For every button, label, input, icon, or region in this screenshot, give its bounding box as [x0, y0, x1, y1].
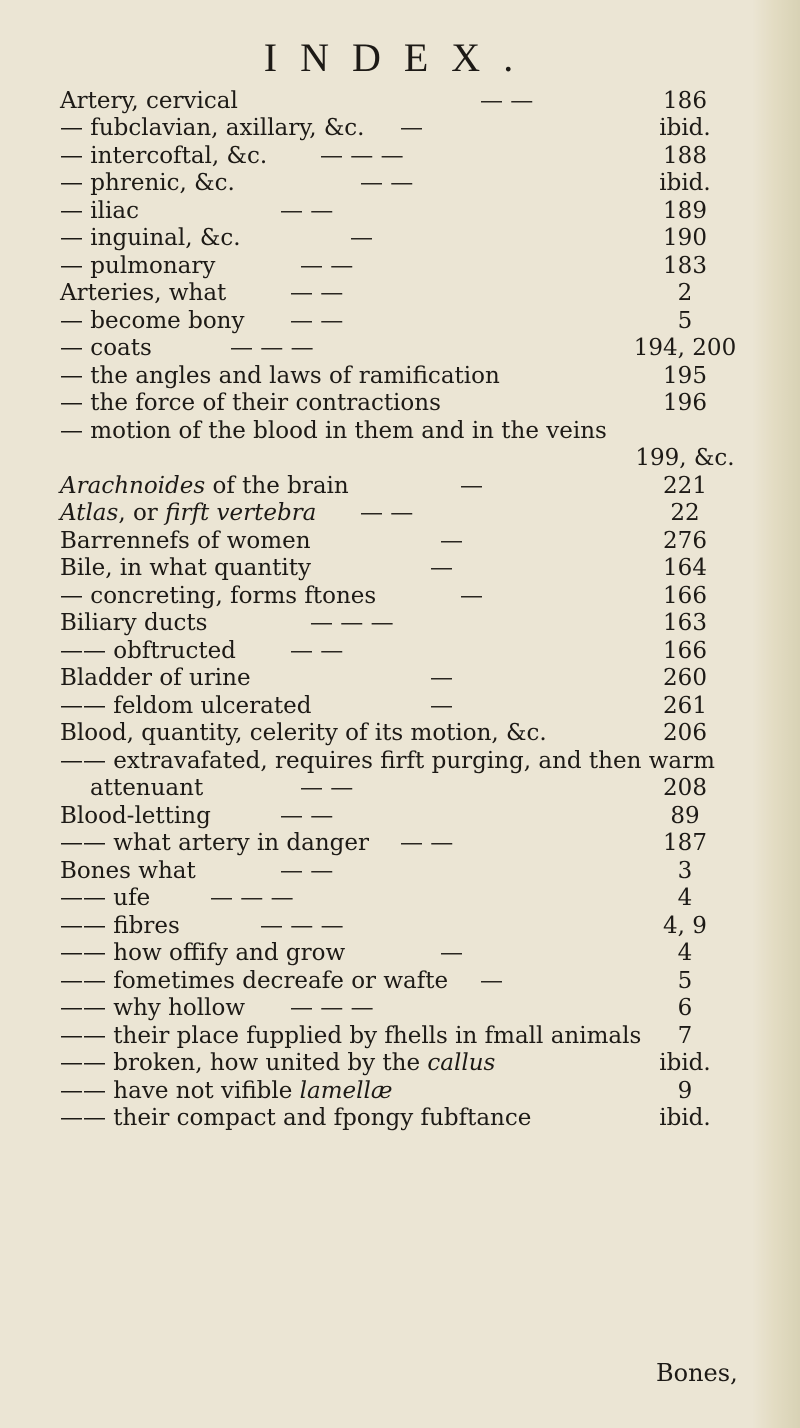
entry-text	[60, 858, 196, 885]
entry-text-plain: —— why hollow	[60, 995, 246, 1021]
leader-dashes: — — —	[210, 885, 294, 911]
entry-text	[60, 638, 236, 665]
page-number: 166	[663, 638, 707, 664]
index-entry	[60, 528, 740, 555]
entry-text-italic: lamellæ	[299, 1078, 393, 1104]
entry-text-plain: —— have not vifible	[60, 1078, 300, 1104]
entry-text-plain: — inguinal, &c.	[60, 225, 241, 251]
page-number: 276	[663, 528, 707, 554]
page-number: 7	[677, 1023, 693, 1049]
page-number: 6	[677, 995, 693, 1021]
entry-text-plain: Blood, quantity, celerity of its motion, &c.	[60, 720, 547, 746]
leader-dashes: —	[440, 940, 463, 966]
entry-text	[60, 995, 245, 1022]
entry-text-plain: — pulmonary	[60, 253, 216, 279]
entry-text	[60, 665, 251, 692]
page-number: 4	[677, 885, 693, 911]
entry-text-plain: , or	[118, 500, 166, 526]
entry-text	[60, 748, 715, 775]
page-number: 4	[677, 940, 693, 966]
index-entry	[60, 803, 740, 830]
leader-dashes: —	[430, 693, 453, 719]
page-number: 5	[677, 308, 693, 334]
catchword: Bones,	[656, 1359, 738, 1387]
entry-text	[60, 88, 238, 115]
index-entry	[60, 253, 740, 280]
entry-text-plain: attenuant	[90, 775, 204, 801]
entry-text-plain: Bladder of urine	[60, 665, 251, 691]
index-entry	[60, 610, 740, 637]
entry-text-plain: Bile, in what quantity	[60, 555, 311, 581]
entry-text-plain: — the force of their contractions	[60, 390, 441, 416]
index-entry	[60, 445, 740, 472]
index-entry	[60, 473, 740, 500]
leader-dashes: — —	[360, 500, 414, 526]
entry-text-plain: Blood-letting	[60, 803, 211, 829]
entry-text-plain: — intercoftal, &c.	[60, 143, 268, 169]
entry-text-plain: —— extravafated, requires firft purging, and then warm	[60, 748, 715, 774]
entry-text-plain: Artery, cervical	[60, 88, 238, 114]
page-number: ibid.	[659, 1105, 711, 1131]
index-entry	[60, 858, 740, 885]
entry-text-italic: Atlas	[60, 500, 119, 526]
index-entry	[60, 638, 740, 665]
entry-text	[60, 500, 316, 527]
index-entry	[60, 1105, 740, 1132]
index-entry	[60, 968, 740, 995]
entry-text-plain: — concreting, forms ftones	[60, 583, 377, 609]
leader-dashes: —	[460, 583, 483, 609]
entry-text-plain: of the brain	[205, 473, 349, 499]
leader-dashes: —	[480, 968, 503, 994]
leader-dashes: — — —	[320, 143, 404, 169]
entry-text	[60, 418, 607, 445]
page-number: 89	[670, 803, 700, 829]
leader-dashes: — —	[290, 308, 344, 334]
entry-text-plain: — the angles and laws of ramification	[60, 363, 500, 389]
entry-text-plain: — become bony	[60, 308, 245, 334]
entry-text	[60, 803, 211, 830]
page-number: 4, 9	[663, 913, 707, 939]
entry-text	[60, 225, 241, 252]
leader-dashes: — — —	[310, 610, 394, 636]
page-number: 183	[663, 253, 707, 279]
leader-dashes: —	[460, 473, 483, 499]
leader-dashes: —	[350, 225, 373, 251]
entry-text-plain: Arteries, what	[60, 280, 227, 306]
leader-dashes: —	[400, 115, 423, 141]
entry-text-plain: —— what artery in danger	[60, 830, 369, 856]
page-edge-shadow	[752, 0, 800, 1428]
index-entry	[60, 1050, 740, 1077]
index-entry	[60, 913, 740, 940]
leader-dashes: — —	[300, 775, 354, 801]
entry-text-plain: Barrennefs of women	[60, 528, 311, 554]
index-entry	[60, 995, 740, 1022]
index-entry	[60, 1023, 740, 1050]
index-entry	[60, 143, 740, 170]
page-number: 189	[663, 198, 707, 224]
index-entry	[60, 198, 740, 225]
entry-text	[60, 583, 376, 610]
entry-text-plain: —— their compact and fpongy fubftance	[60, 1105, 532, 1131]
page-number: 163	[663, 610, 707, 636]
entry-text	[60, 693, 311, 720]
index-entry	[60, 885, 740, 912]
page-number: 2	[677, 280, 693, 306]
index-entry	[60, 830, 740, 857]
index-entry	[60, 720, 740, 747]
index-entry	[60, 308, 740, 335]
entry-text-plain: — iliac	[60, 198, 139, 224]
leader-dashes: — —	[400, 830, 454, 856]
entry-text-plain: —— how offify and grow	[60, 940, 346, 966]
entry-text-plain: —— fibres	[60, 913, 180, 939]
entry-text-plain: —— obftructed	[60, 638, 236, 664]
page-number: 195	[663, 363, 707, 389]
index-entry	[60, 418, 740, 445]
entry-text-italic: Arachnoides	[60, 473, 206, 499]
index-entry	[60, 775, 740, 802]
leader-dashes: —	[430, 555, 453, 581]
page-number: 190	[663, 225, 707, 251]
page-number: ibid.	[659, 115, 711, 141]
leader-dashes: —	[440, 528, 463, 554]
entry-text-plain: —— broken, how united by the	[60, 1050, 428, 1076]
index-entry	[60, 1078, 740, 1105]
page-title: INDEX.	[263, 35, 537, 80]
index-entry	[60, 225, 740, 252]
entry-text	[60, 528, 311, 555]
entry-text-italic: callus	[427, 1050, 496, 1076]
page-number: 206	[663, 720, 707, 746]
index-entry	[60, 280, 740, 307]
page-number: 261	[663, 693, 707, 719]
leader-dashes: — —	[280, 858, 334, 884]
index-entry	[60, 88, 740, 115]
page-number: ibid.	[659, 170, 711, 196]
leader-dashes: — —	[300, 253, 354, 279]
entry-text	[60, 280, 226, 307]
entry-text-plain: — coats	[60, 335, 152, 361]
leader-dashes: — —	[290, 280, 344, 306]
entry-text	[60, 885, 150, 912]
entry-text	[60, 913, 180, 940]
entry-text	[60, 830, 369, 857]
entry-text-plain: —— their place fupplied by fhells in fmall animals	[60, 1023, 642, 1049]
page-number: 5	[677, 968, 693, 994]
page-number: 199, &c.	[635, 445, 735, 471]
entry-text	[60, 363, 500, 390]
entry-text-plain: —— feldom ulcerated	[60, 693, 312, 719]
entry-text	[60, 720, 547, 747]
leader-dashes: — — —	[290, 995, 374, 1021]
entry-text-plain: Bones what	[60, 858, 196, 884]
index-entry	[60, 500, 740, 527]
entry-text-plain: —— fometimes decreafe or wafte	[60, 968, 449, 994]
index-entry	[60, 335, 740, 362]
page-number: 194, 200	[633, 335, 737, 361]
entry-text	[60, 1023, 641, 1050]
entry-text	[60, 1105, 531, 1132]
leader-dashes: — — —	[230, 335, 314, 361]
index-entry	[60, 693, 740, 720]
page-number: 221	[663, 473, 707, 499]
entry-text	[60, 170, 235, 197]
leader-dashes: — —	[280, 803, 334, 829]
entry-text	[60, 610, 207, 637]
index-entry	[60, 115, 740, 142]
entry-text	[90, 775, 203, 802]
entry-text	[60, 308, 244, 335]
leader-dashes: —	[430, 665, 453, 691]
page-number: 22	[670, 500, 700, 526]
entry-text	[60, 473, 349, 500]
page-number: 187	[663, 830, 707, 856]
page-number: 208	[663, 775, 707, 801]
entry-text-italic: firft vertebra	[165, 500, 317, 526]
entry-text	[60, 1078, 393, 1105]
page-number: ibid.	[659, 1050, 711, 1076]
index-entry	[60, 170, 740, 197]
index-entry	[60, 555, 740, 582]
leader-dashes: — —	[480, 88, 534, 114]
index-entry	[60, 940, 740, 967]
page-number: 9	[677, 1078, 693, 1104]
page-number: 164	[663, 555, 707, 581]
page-number: 260	[663, 665, 707, 691]
entry-text-plain: —— ufe	[60, 885, 151, 911]
entry-text-plain: Biliary ducts	[60, 610, 208, 636]
index-entry	[60, 748, 740, 775]
page-number: 196	[663, 390, 707, 416]
entry-text	[60, 115, 365, 142]
entry-text-plain: — phrenic, &c.	[60, 170, 235, 196]
entry-text	[60, 335, 152, 362]
index-entry	[60, 665, 740, 692]
entry-text	[60, 143, 267, 170]
index-entry	[60, 390, 740, 417]
entry-text	[60, 968, 448, 995]
page-number: 186	[663, 88, 707, 114]
index-entry	[60, 583, 740, 610]
entry-text	[60, 555, 311, 582]
entry-text-plain: — motion of the blood in them and in the veins	[60, 418, 607, 444]
entry-text	[60, 253, 215, 280]
entry-text	[60, 940, 345, 967]
entry-text	[60, 198, 139, 225]
entry-text	[60, 390, 441, 417]
entry-text	[60, 1050, 495, 1077]
page-number: 166	[663, 583, 707, 609]
entry-text-plain: — fubclavian, axillary, &c.	[60, 115, 365, 141]
leader-dashes: — —	[290, 638, 344, 664]
leader-dashes: — —	[280, 198, 334, 224]
index-entry	[60, 363, 740, 390]
page-number: 188	[663, 143, 707, 169]
leader-dashes: — — —	[260, 913, 344, 939]
page-number: 3	[677, 858, 693, 884]
leader-dashes: — —	[360, 170, 414, 196]
